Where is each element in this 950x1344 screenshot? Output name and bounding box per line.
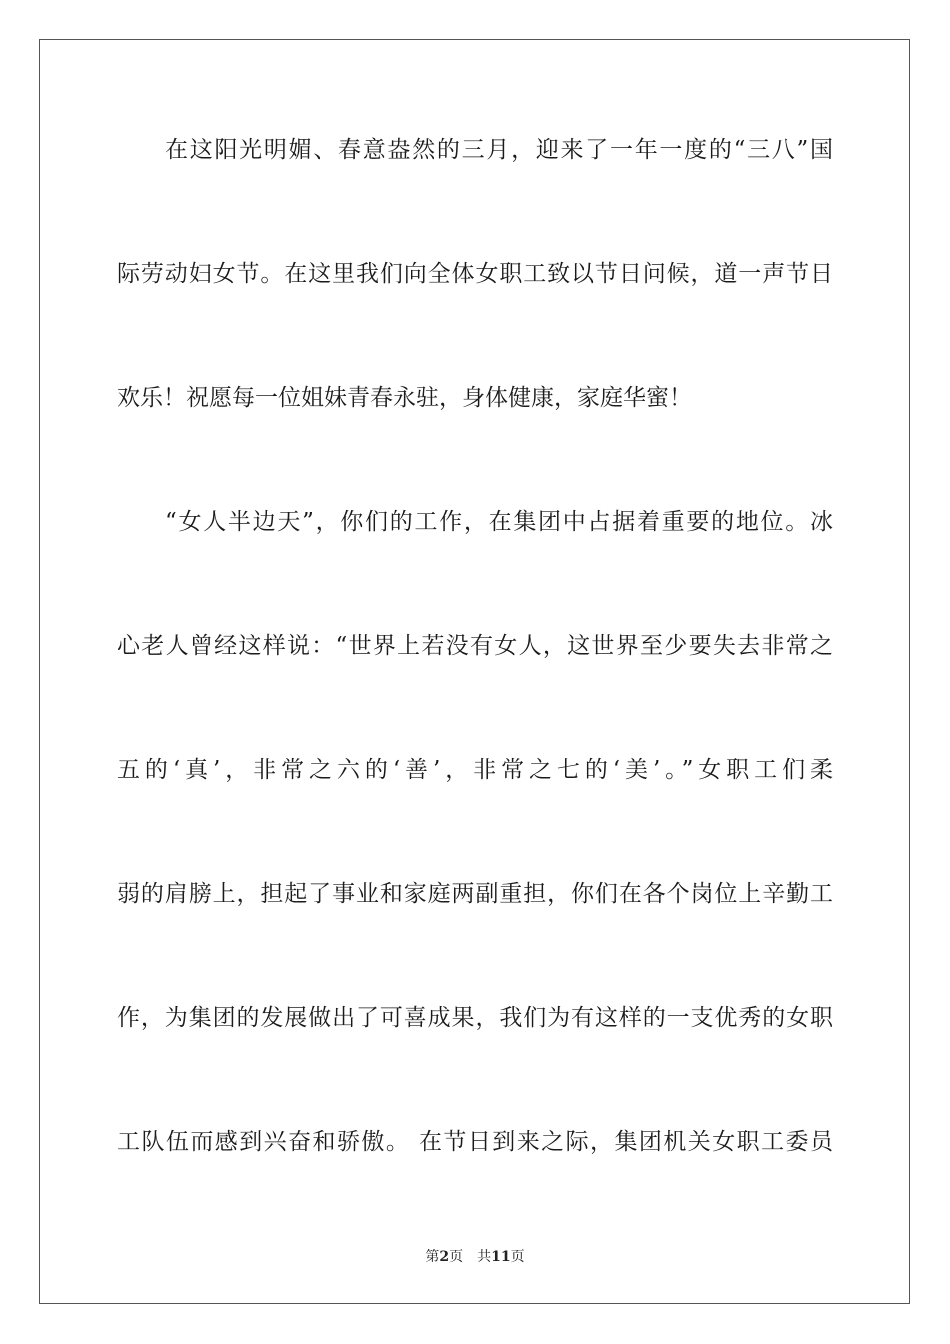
paragraph-1-line-2: 际劳动妇女节。在这里我们向全体女职工致以节日问候，道一声节日 [117,261,833,287]
total-label-suffix: 页 [510,1249,525,1265]
total-label-prefix: 共 [477,1249,492,1265]
paragraph-2-line-1: “女人半边天”，你们的工作，在集团中占据着重要的地位。冰 [165,509,833,535]
page-border [39,39,910,1304]
paragraph-2-line-3: 五的‘真’，非常之六的‘善’，非常之七的‘美’。”女职工们柔 [117,757,833,783]
page-label-suffix: 页 [449,1249,464,1265]
paragraph-2-line-6: 工队伍而感到兴奋和骄傲。 在节日到来之际，集团机关女职工委员 [117,1129,833,1155]
current-page-number: 2 [439,1249,450,1265]
paragraph-2-line-2: 心老人曾经这样说：“世界上若没有女人，这世界至少要失去非常之 [117,633,833,659]
paragraph-2-line-4: 弱的肩膀上，担起了事业和家庭两副重担，你们在各个岗位上辛勤工 [117,881,833,907]
paragraph-1-line-3: 欢乐！祝愿每一位姐妹青春永驻，身体健康，家庭华蜜！ [117,385,692,411]
paragraph-2-line-5: 作，为集团的发展做出了可喜成果，我们为有这样的一支优秀的女职 [117,1005,833,1031]
total-pages-number: 11 [491,1249,511,1265]
paragraph-1-line-1: 在这阳光明媚、春意盎然的三月，迎来了一年一度的“三八”国 [165,137,833,163]
page-label-prefix: 第 [425,1249,440,1265]
page-footer [0,1246,950,1266]
